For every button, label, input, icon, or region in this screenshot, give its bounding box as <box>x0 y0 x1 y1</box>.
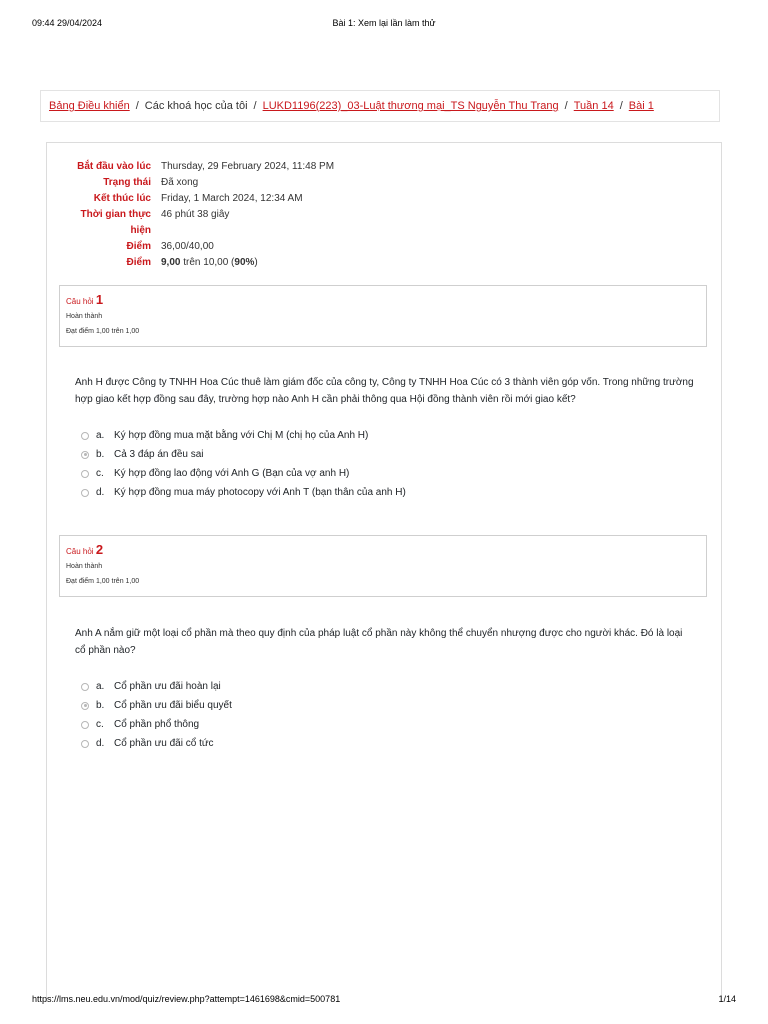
print-page-number: 1/14 <box>718 994 736 1004</box>
answer-text: Cả 3 đáp án đều sai <box>114 449 204 460</box>
question-info-2 <box>59 535 707 597</box>
answer-option-d[interactable] <box>81 483 681 502</box>
question-label: Câu hỏi <box>66 547 94 556</box>
answer-text: Ký hợp đồng lao động với Anh G (Bạn của vợ anh H) <box>114 468 350 479</box>
time-taken-label-line2: hiện <box>130 225 151 236</box>
print-header <box>32 18 736 28</box>
summary-row-state <box>47 175 723 191</box>
marks-value: 36,00/40,00 <box>161 241 214 252</box>
question-state: Hoàn thành <box>66 313 103 320</box>
answer-option-d[interactable] <box>81 734 681 753</box>
answer-letter: c. <box>96 719 104 730</box>
question-number-value: 2 <box>95 542 104 557</box>
answer-text: Ký hợp đồng mua máy photocopy với Anh T (bạn thân của anh H) <box>114 487 406 498</box>
answer-letter: a. <box>96 430 105 441</box>
time-taken-value: 46 phút 38 giây <box>161 209 230 220</box>
answer-letter: a. <box>96 681 105 692</box>
grade-label: Điểm <box>126 257 151 268</box>
radio-button[interactable] <box>81 489 89 497</box>
attempt-summary <box>47 159 723 271</box>
question-text-1: Anh H được Công ty TNHH Hoa Cúc thuê làm giám đốc của công ty, Công ty TNHH Hoa Cúc có 3 thành viên góp vốn. Trong những trường hợp giao kết hợp đồng sau đây, trường hợp nào Anh H cần phải thông qua Hội đồng thành viên rồi mới giao kết? <box>75 377 694 405</box>
question-number-value: 1 <box>95 292 104 307</box>
answer-option-c[interactable] <box>81 715 681 734</box>
question-number <box>66 292 700 307</box>
question-grade: Đạt điểm 1,00 trên 1,00 <box>66 578 140 585</box>
answer-letter: b. <box>96 700 105 711</box>
state-value: Đã xong <box>161 177 199 188</box>
answer-letter: c. <box>96 468 104 479</box>
answer-option-c[interactable] <box>81 464 681 483</box>
breadcrumb-dashboard[interactable]: Bảng Điều khiển <box>49 100 130 112</box>
print-title: Bài 1: Xem lại lần làm thử <box>332 18 436 28</box>
breadcrumb-week[interactable]: Tuần 14 <box>573 100 614 112</box>
grade-close: ) <box>254 257 258 268</box>
grade-score: 9,00 <box>161 257 181 268</box>
answer-letter: d. <box>96 487 105 498</box>
breadcrumb-course[interactable]: LUKD1196(223)_03-Luật thương mại_TS Nguyễn Thu Trang <box>262 100 559 112</box>
radio-button-checked[interactable] <box>81 702 89 710</box>
grade-percent: 90% <box>234 257 255 268</box>
question-number <box>66 542 700 557</box>
answer-letter: d. <box>96 738 105 749</box>
time-taken-label <box>47 207 161 239</box>
quiz-review-card <box>46 142 722 1002</box>
breadcrumb-my-courses: Các khoá học của tôi <box>144 100 248 112</box>
answer-text: Ký hợp đồng mua mặt bằng với Chị M (chị họ của Anh H) <box>114 430 369 441</box>
radio-button[interactable] <box>81 432 89 440</box>
question-text-2: Anh A nắm giữ một loại cổ phần mà theo quy định của pháp luật cổ phần này không thể chuyển nhượng được cho người khác. Đó là loại cổ phần nào? <box>75 628 683 656</box>
question-label: Câu hỏi <box>66 297 94 306</box>
breadcrumb-quiz[interactable]: Bài 1 <box>628 100 654 112</box>
print-datetime: 09:44 29/04/2024 <box>32 18 103 28</box>
breadcrumb <box>40 90 720 122</box>
breadcrumb-separator: / <box>135 100 139 112</box>
breadcrumb-separator: / <box>253 100 257 112</box>
answer-list-1 <box>81 426 681 502</box>
print-footer <box>32 994 736 1004</box>
time-taken-label-line1: Thời gian thực <box>80 209 151 220</box>
answer-option-b[interactable] <box>81 445 681 464</box>
answer-text: Cổ phần ưu đãi cổ tức <box>114 738 214 749</box>
radio-button[interactable] <box>81 740 89 748</box>
answer-text: Cổ phần ưu đãi biểu quyết <box>114 700 232 711</box>
completed-value: Friday, 1 March 2024, 12:34 AM <box>161 193 303 204</box>
question-state: Hoàn thành <box>66 563 103 570</box>
radio-button[interactable] <box>81 721 89 729</box>
summary-row-started <box>47 159 723 175</box>
grade-value <box>161 255 258 271</box>
answer-text: Cổ phần phổ thông <box>114 719 200 730</box>
answer-option-a[interactable] <box>81 426 681 445</box>
summary-row-completed <box>47 191 723 207</box>
started-value: Thursday, 29 February 2024, 11:48 PM <box>161 161 335 172</box>
radio-button-checked[interactable] <box>81 451 89 459</box>
radio-button[interactable] <box>81 683 89 691</box>
answer-option-a[interactable] <box>81 677 681 696</box>
answer-letter: b. <box>96 449 105 460</box>
summary-row-grade <box>47 255 723 271</box>
summary-row-marks <box>47 239 723 255</box>
answer-text: Cổ phần ưu đãi hoàn lại <box>114 681 221 692</box>
started-label: Bắt đầu vào lúc <box>77 161 151 172</box>
answer-list-2 <box>81 677 681 753</box>
print-url: https://lms.neu.edu.vn/mod/quiz/review.php?attempt=1461698&cmid=500781 <box>32 994 341 1004</box>
question-info-1 <box>59 285 707 347</box>
answer-option-b[interactable] <box>81 696 681 715</box>
breadcrumb-separator: / <box>619 100 623 112</box>
completed-label: Kết thúc lúc <box>93 193 151 204</box>
summary-row-time <box>47 207 723 239</box>
question-grade: Đạt điểm 1,00 trên 1,00 <box>66 328 140 335</box>
radio-button[interactable] <box>81 470 89 478</box>
state-label: Trạng thái <box>103 177 151 188</box>
grade-out-of: trên 10,00 ( <box>180 257 235 268</box>
marks-label: Điểm <box>126 241 151 252</box>
breadcrumb-separator: / <box>564 100 568 112</box>
